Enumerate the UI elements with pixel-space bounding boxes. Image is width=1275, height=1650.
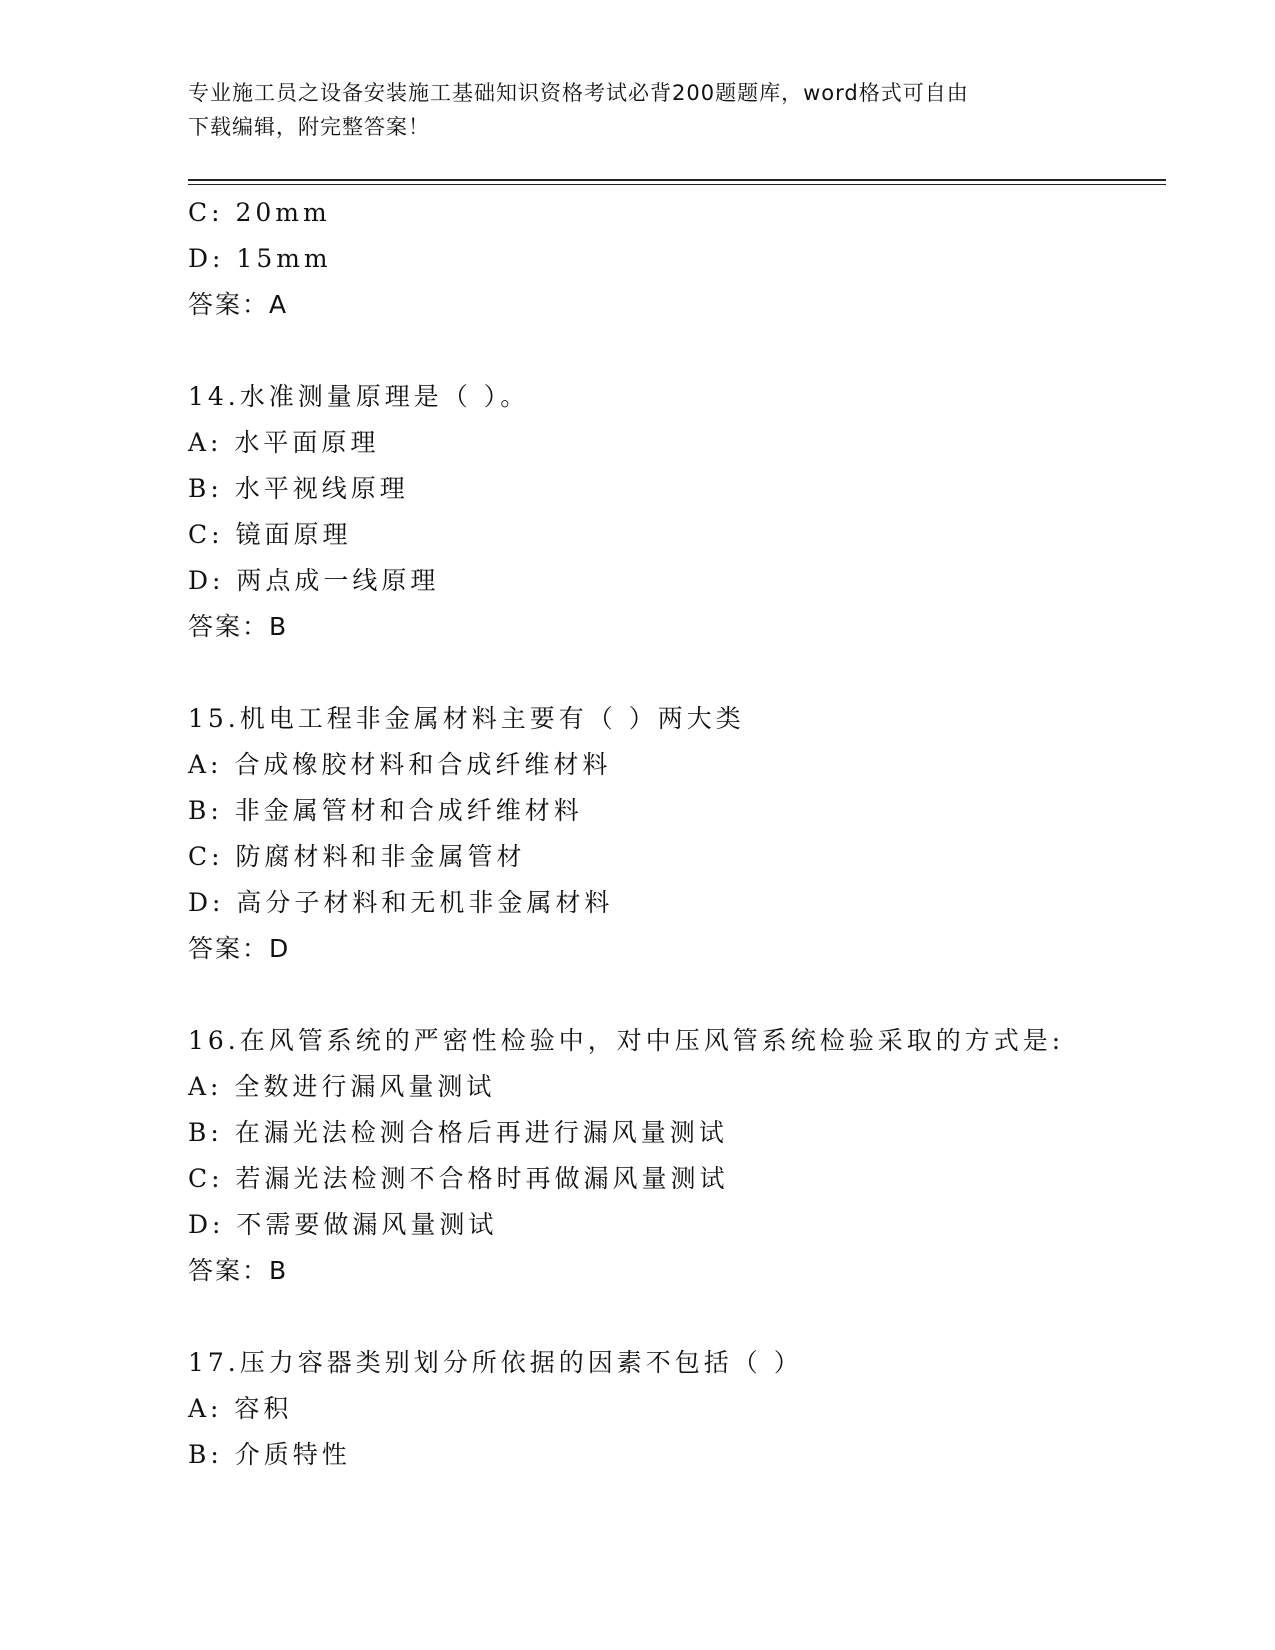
answer-line: 答案：D bbox=[188, 934, 291, 963]
option-a: A: 水平面原理 bbox=[188, 428, 380, 457]
answer-line: 答案：B bbox=[188, 1256, 289, 1285]
option-c: C: 防腐材料和非金属管材 bbox=[188, 842, 526, 871]
option-d: D: 高分子材料和无机非金属材料 bbox=[188, 888, 614, 917]
option-a: A: 合成橡胶材料和合成纤维材料 bbox=[188, 750, 612, 779]
question-stem: 17.压力容器类别划分所依据的因素不包括（ ） bbox=[188, 1348, 803, 1377]
question-stem: 15.机电工程非金属材料主要有（ ）两大类 bbox=[188, 704, 745, 733]
option-c: C: 若漏光法检测不合格时再做漏风量测试 bbox=[188, 1164, 729, 1193]
option-b: B: 非金属管材和合成纤维材料 bbox=[188, 796, 583, 825]
question-list bbox=[188, 190, 1166, 1478]
option-c: C: 镜面原理 bbox=[188, 520, 352, 549]
answer-line: 答案：B bbox=[188, 612, 289, 641]
question-15 bbox=[188, 696, 1166, 972]
question-stem: 14.水准测量原理是（ ）。 bbox=[188, 382, 530, 411]
header-line-1: 专业施工员之设备安装施工基础知识资格考试必背200题题库，word格式可自由 bbox=[188, 81, 969, 105]
question-stem: 16.在风管系统的严密性检验中，对中压风管系统检验采取的方式是: bbox=[188, 1026, 1065, 1055]
question-spacer bbox=[188, 650, 1166, 696]
option-b: B: 介质特性 bbox=[188, 1440, 351, 1469]
header-divider-thin bbox=[188, 184, 1166, 185]
option-d: D: 不需要做漏风量测试 bbox=[188, 1210, 498, 1239]
option-a: A: 全数进行漏风量测试 bbox=[188, 1072, 496, 1101]
question-spacer bbox=[188, 328, 1166, 374]
option-d: D: 两点成一线原理 bbox=[188, 566, 440, 595]
option-b: B: 在漏光法检测合格后再进行漏风量测试 bbox=[188, 1118, 728, 1147]
question-17 bbox=[188, 1340, 1166, 1478]
question-16 bbox=[188, 1018, 1166, 1294]
option-c: C: 20mm bbox=[188, 198, 331, 227]
header-line-2: 下载编辑，附完整答案！ bbox=[188, 115, 430, 139]
option-a: A: 容积 bbox=[188, 1394, 293, 1423]
header-divider-thick bbox=[188, 179, 1166, 181]
question-13-tail bbox=[188, 190, 1166, 328]
option-b: B: 水平视线原理 bbox=[188, 474, 409, 503]
document-header bbox=[188, 76, 1088, 144]
option-d: D: 15mm bbox=[188, 244, 332, 273]
question-spacer bbox=[188, 972, 1166, 1018]
question-14 bbox=[188, 374, 1166, 650]
answer-line: 答案：A bbox=[188, 290, 289, 319]
question-spacer bbox=[188, 1294, 1166, 1340]
